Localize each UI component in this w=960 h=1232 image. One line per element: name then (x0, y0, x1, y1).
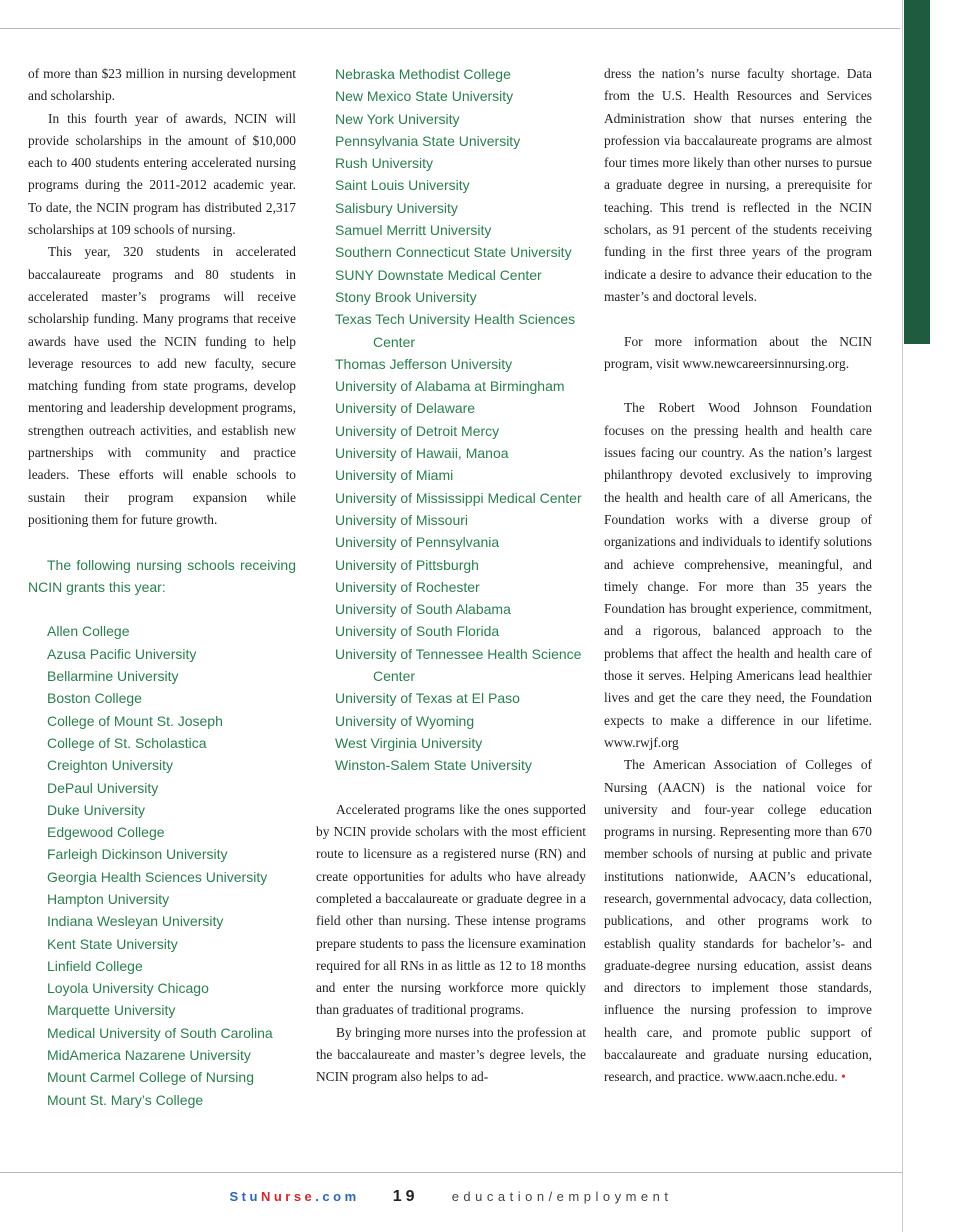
list-item: Texas Tech University Health Sciences Center (335, 311, 576, 350)
list-item: Rush University (335, 155, 434, 172)
spacer (604, 375, 872, 397)
list-item: DePaul University (47, 779, 159, 796)
list-item: University of Miami (335, 467, 454, 484)
school-list-continued (316, 63, 586, 777)
list-item: SUNY Downstate Medical Center (335, 266, 542, 283)
school-list (28, 620, 296, 1111)
list-item: Edgewood College (47, 824, 165, 841)
school-list-intro: The following nursing schools receiving NCIN grants this year: (28, 556, 296, 595)
site-name-nurse: Nurse (260, 1189, 316, 1204)
list-item: Winston-Salem State University (335, 757, 532, 774)
list-item: Nebraska Methodist College (335, 66, 511, 82)
bottom-rule (0, 1172, 902, 1173)
list-item: New York University (335, 110, 460, 127)
list-item: Allen College (47, 623, 130, 640)
article-paragraph: dress the nation’s nurse faculty shortage. Data from the U.S. Health Resources and Services Administration show that nurses entering the profession via baccalaureate programs are almost four times more likely than other nurses to pursue a graduate degree in nursing, a prerequisite for teaching. This trend is reflected in the NCIN scholars, as 91 percent of the students receiving funding in the first three years of the program indicate a desire to advance their education to the master’s and doctoral levels. (604, 66, 872, 304)
list-item: University of Hawaii, Manoa (335, 445, 509, 462)
list-item: West Virginia University (335, 734, 483, 751)
spacer (604, 308, 872, 330)
column-1 (28, 63, 296, 1111)
list-item: Kent State University (47, 935, 178, 952)
list-item: Thomas Jefferson University (335, 355, 513, 372)
spacer (28, 531, 296, 553)
spacer (316, 777, 586, 799)
article-paragraph: Accelerated programs like the ones supported by NCIN provide scholars with the most efficient route to licensure as a registered nurse (RN) and create opportunities for adults who have already completed a baccalaureate or graduate degree in a field other than nursing. These intense programs prepare students to pass the licensure examination required for all RNs in as little as 12 to 18 months and enter the nursing workforce more quickly than graduates of traditional programs. (316, 801, 586, 1018)
section-label: education/employment (451, 1189, 673, 1204)
list-item: Marquette University (47, 1002, 176, 1019)
list-item: MidAmerica Nazarene University (47, 1047, 251, 1064)
list-item: University of Missouri (335, 511, 469, 528)
list-item: Georgia Health Sciences University (47, 868, 268, 885)
list-item: Southern Connecticut State University (335, 244, 572, 261)
list-item: Salisbury University (335, 199, 458, 216)
site-name (229, 1189, 359, 1204)
end-mark-icon: • (841, 1069, 846, 1085)
column-3 (604, 63, 872, 1089)
list-item: Mount Carmel College of Nursing (47, 1069, 254, 1086)
list-item: Pennsylvania State University (335, 132, 521, 149)
spacer (28, 598, 296, 620)
list-item: University of South Florida (335, 623, 500, 640)
article-paragraph: For more information about the NCIN program, visit www.newcareersinnursing.org. (604, 333, 872, 371)
list-item: Mount St. Mary’s College (47, 1091, 204, 1108)
list-item: Medical University of South Carolina (47, 1024, 273, 1041)
article-paragraph: By bringing more nurses into the profession at the baccalaureate and master’s degree levels, the NCIN program also helps to ad- (316, 1024, 586, 1085)
section-color-tab (904, 0, 930, 344)
list-item: Indiana Wesleyan University (47, 913, 224, 930)
list-item: University of Tennessee Health Science Center (335, 645, 582, 685)
list-item: College of St. Scholastica (47, 734, 207, 751)
article-paragraph (604, 754, 872, 1088)
list-item: Azusa Pacific University (47, 645, 197, 662)
top-rule (0, 28, 900, 29)
list-item: Hampton University (47, 890, 170, 907)
list-item: University of South Alabama (335, 601, 511, 618)
side-rule (902, 0, 903, 1232)
article-paragraph: of more than $23 million in nursing development and scholarship. (28, 66, 296, 104)
list-item: Boston College (47, 690, 142, 707)
article-paragraph: The Robert Wood Johnson Foundation focuses on the pressing health and health care issues facing our country. As the nation’s largest philanthropy devoted exclusively to improving the health and health care of all Americans, the Foundation works with a diverse group of organizations and individuals to identify solutions and achieve comprehensive, meaningful, and timely change. For more than 35 years the Foundation has brought experience, commitment, and a rigorous, balanced approach to the problems that affect the health and health care of those it serves. Helping Americans lead healthier lives and get the care they need, the Foundation expects to make a difference in our lifetime. www.rwjf.org (604, 400, 872, 750)
list-item: University of Mississippi Medical Center (335, 489, 582, 506)
list-item: Creighton University (47, 757, 174, 774)
page-footer (0, 1188, 902, 1206)
list-item: University of Pennsylvania (335, 534, 500, 551)
list-item: Samuel Merritt University (335, 222, 492, 239)
list-item: College of Mount St. Joseph (47, 712, 223, 729)
article-paragraph: In this fourth year of awards, NCIN will provide scholarships in the amount of $10,000 each to 400 students entering accelerated nursing programs during the 2011-2012 academic year. To date, the NCIN program has distributed 2,317 scholarships at 109 schools of nursing. (28, 110, 296, 238)
list-item: Stony Brook University (335, 288, 477, 305)
site-name-stu: Stu (229, 1189, 261, 1204)
site-name-tld: .com (315, 1189, 360, 1204)
aacn-text: The American Association of Colleges of Nursing (AACN) is the national voice for university and four-year college education programs in nursing. Representing more than 670 member schools of nursing at public and private institutions nationwide, AACN’s educational, research, governmental advocacy, data collection, publications, and other programs work to establish quality standards for bachelor’s- and graduate-degree nursing education, assist deans and directors to implement those standards, influence the nursing profession to improve health care, and promote public support of baccalaureate and graduate nursing education, research, and practice. www.aacn.nche.edu. (604, 757, 872, 1085)
list-item: Bellarmine University (47, 668, 179, 685)
list-item: University of Pittsburgh (335, 556, 479, 573)
page-number: 19 (392, 1188, 419, 1205)
list-item: Loyola University Chicago (47, 980, 209, 997)
list-item: University of Alabama at Birmingham (335, 378, 565, 395)
list-item: University of Rochester (335, 578, 480, 595)
list-item: Duke University (47, 801, 146, 818)
list-item: Farleigh Dickinson University (47, 846, 228, 863)
list-item: University of Detroit Mercy (335, 422, 500, 439)
list-item: University of Delaware (335, 400, 476, 417)
article-paragraph: This year, 320 students in accelerated baccalaureate programs and 80 students in accelerated master’s programs will receive scholarship funding. Many programs that receive awards have used the NCIN funding to help leverage resources to add new faculty, secure matching funding from state programs, develop mentoring and leadership development programs, strengthen outreach activities, and establish new partnerships with community and practice leaders. These efforts will enable schools to sustain their program expansion while positioning them for future growth. (28, 244, 296, 527)
list-item: Saint Louis University (335, 177, 470, 194)
list-item: New Mexico State University (335, 88, 514, 105)
list-item: University of Wyoming (335, 712, 475, 729)
column-2 (316, 63, 586, 1089)
list-item: Linfield College (47, 957, 143, 974)
list-item: University of Texas at El Paso (335, 690, 520, 707)
